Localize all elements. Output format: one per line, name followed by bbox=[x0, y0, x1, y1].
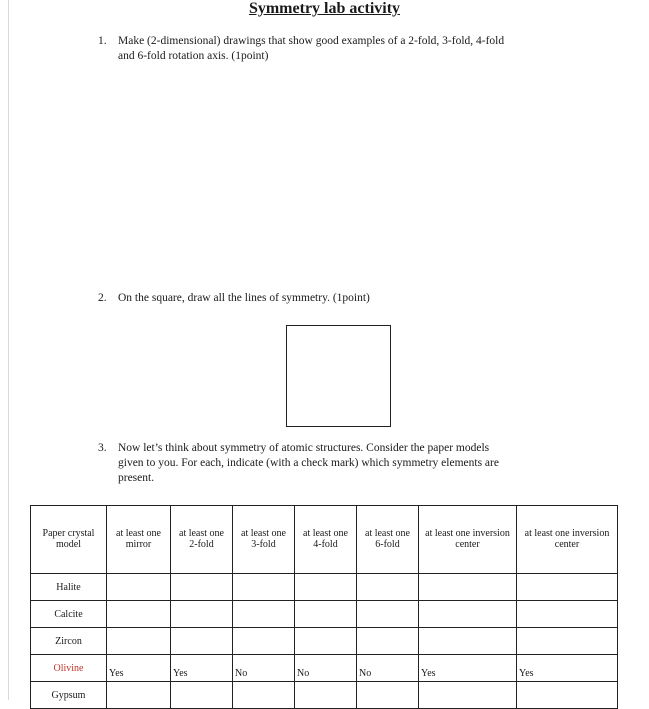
question-number: 1. bbox=[98, 35, 107, 47]
mineral-name: Zircon bbox=[31, 628, 107, 655]
table-cell-answer[interactable] bbox=[295, 574, 357, 601]
table-cell-answer[interactable] bbox=[233, 682, 295, 709]
table-row bbox=[31, 574, 618, 601]
table-cell-answer[interactable] bbox=[233, 628, 295, 655]
table-cell-answer[interactable] bbox=[517, 628, 618, 655]
table-cell-answer[interactable]: No bbox=[295, 655, 357, 682]
symmetry-square-drawing-area[interactable] bbox=[286, 325, 391, 427]
table-cell-answer[interactable]: No bbox=[357, 655, 419, 682]
table-cell-answer[interactable]: Yes bbox=[107, 655, 171, 682]
table-cell-answer[interactable] bbox=[295, 628, 357, 655]
question-line: On the square, draw all the lines of symmetry. (1point) bbox=[118, 292, 370, 304]
question-number: 2. bbox=[98, 292, 107, 304]
table-cell-answer[interactable] bbox=[171, 628, 233, 655]
table-cell-answer[interactable] bbox=[357, 682, 419, 709]
header-cell-inversion-2: at least one inversion center bbox=[517, 506, 618, 574]
table-row bbox=[31, 655, 618, 682]
table-cell-answer[interactable] bbox=[419, 682, 517, 709]
table-cell-answer[interactable] bbox=[357, 628, 419, 655]
question-text bbox=[118, 291, 370, 306]
question-text bbox=[118, 34, 504, 64]
table-cell-answer[interactable] bbox=[419, 628, 517, 655]
header-cell-4fold: at least one 4-fold bbox=[295, 506, 357, 574]
table-cell-answer[interactable] bbox=[233, 601, 295, 628]
header-cell-mirror: at least one mirror bbox=[107, 506, 171, 574]
table-cell-answer[interactable] bbox=[107, 574, 171, 601]
table-cell-answer[interactable]: Yes bbox=[517, 655, 618, 682]
table-cell-answer[interactable] bbox=[171, 682, 233, 709]
table-cell-answer[interactable]: Yes bbox=[419, 655, 517, 682]
question-line: Now let’s think about symmetry of atomic structures. Consider the paper models bbox=[118, 442, 490, 454]
question-text bbox=[118, 441, 499, 486]
table-cell-answer[interactable] bbox=[295, 601, 357, 628]
table-cell-answer[interactable] bbox=[517, 574, 618, 601]
table-row bbox=[31, 601, 618, 628]
mineral-name: Gypsum bbox=[31, 682, 107, 709]
table-cell-answer[interactable]: No bbox=[233, 655, 295, 682]
table-cell-answer[interactable] bbox=[107, 601, 171, 628]
table-cell-answer[interactable] bbox=[233, 574, 295, 601]
header-cell-2fold: at least one 2-fold bbox=[171, 506, 233, 574]
table-cell-answer[interactable] bbox=[171, 574, 233, 601]
table-cell-answer[interactable] bbox=[107, 628, 171, 655]
question-line: present. bbox=[118, 472, 155, 484]
table-header-row bbox=[31, 506, 618, 574]
page-title: Symmetry lab activity bbox=[248, 0, 401, 17]
header-cell-3fold: at least one 3-fold bbox=[233, 506, 295, 574]
question-line: Make (2-dimensional) drawings that show good examples of a 2-fold, 3-fold, 4-fold bbox=[118, 35, 505, 47]
table-row bbox=[31, 628, 618, 655]
table-cell-answer[interactable]: Yes bbox=[171, 655, 233, 682]
mineral-name: Halite bbox=[31, 574, 107, 601]
table-cell-answer[interactable] bbox=[517, 682, 618, 709]
question-number: 3. bbox=[98, 442, 107, 454]
table-cell-answer[interactable] bbox=[295, 682, 357, 709]
table-cell-answer[interactable] bbox=[419, 574, 517, 601]
table-cell-answer[interactable] bbox=[357, 601, 419, 628]
table-body bbox=[31, 574, 618, 709]
page-left-rule bbox=[8, 0, 9, 700]
symmetry-table bbox=[30, 505, 618, 709]
table-cell-answer[interactable] bbox=[517, 601, 618, 628]
table-cell-answer[interactable] bbox=[171, 601, 233, 628]
header-cell-inversion: at least one inversion center bbox=[419, 506, 517, 574]
question-line: given to you. For each, indicate (with a check mark) which symmetry elements are bbox=[118, 457, 499, 469]
table-cell-answer[interactable] bbox=[357, 574, 419, 601]
mineral-name: Calcite bbox=[31, 601, 107, 628]
table-cell-answer[interactable] bbox=[107, 682, 171, 709]
table-cell-answer[interactable] bbox=[419, 601, 517, 628]
mineral-name: Olivine bbox=[31, 655, 107, 682]
table-row bbox=[31, 682, 618, 709]
header-cell-6fold: at least one 6-fold bbox=[357, 506, 419, 574]
header-cell-model: Paper crystal model bbox=[31, 506, 107, 574]
question-line: and 6-fold rotation axis. (1point) bbox=[118, 50, 269, 62]
